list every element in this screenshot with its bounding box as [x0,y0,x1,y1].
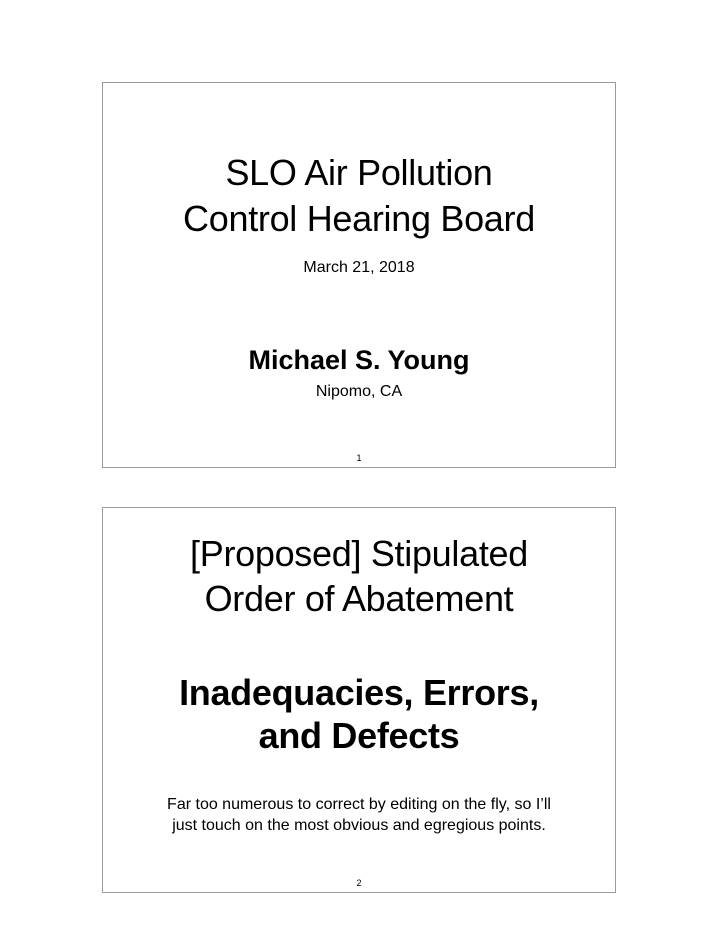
slide-title-line-2: Order of Abatement [204,578,514,619]
presentation-date: March 21, 2018 [303,259,415,276]
presenter-location: Nipomo, CA [315,383,403,400]
slide-subtitle-line-2: and Defects [258,715,460,756]
slide-1 [102,82,616,468]
slide-title-line-1: [Proposed] Stipulated [190,533,528,574]
presenter-name: Michael S. Young [248,345,470,375]
page-number: 1 [356,453,362,463]
slide-2 [102,507,616,893]
page-number: 2 [356,878,362,888]
slide-title-line-1: SLO Air Pollution [225,152,493,193]
slide-note: Far too numerous to correct by editing on the fly, so I’ll just touch on the most obvious and egregious points. [167,796,551,834]
slide-subtitle-line-1: Inadequacies, Errors, [179,672,539,713]
slide-title-line-2: Control Hearing Board [183,198,535,239]
